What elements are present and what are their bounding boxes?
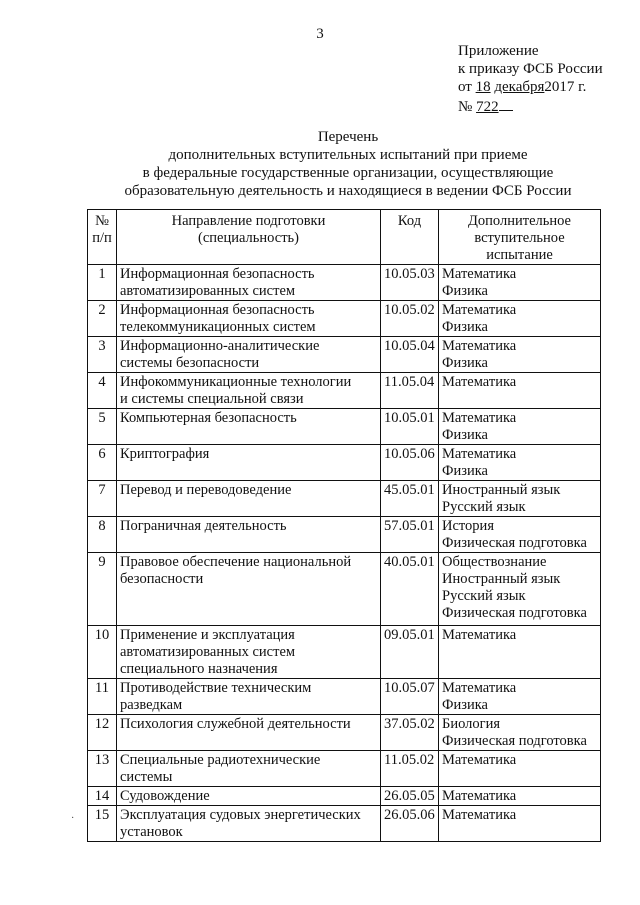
row-direction xyxy=(117,715,381,751)
direction-line: установок xyxy=(120,824,183,840)
row-code: 10.05.02 xyxy=(381,301,439,337)
row-exams xyxy=(439,481,601,517)
table-row xyxy=(88,337,601,373)
row-exams xyxy=(439,679,601,715)
exam-item: Физика xyxy=(442,697,488,713)
header-code-line: Код xyxy=(397,213,422,229)
exam-item: Математика xyxy=(442,266,517,282)
table-header-row xyxy=(88,210,601,265)
row-direction xyxy=(117,806,381,842)
row-number: 9 xyxy=(88,553,117,626)
direction-line: Правовое обеспечение национальной xyxy=(120,554,352,570)
row-code: 26.05.06 xyxy=(381,806,439,842)
row-code: 10.05.03 xyxy=(381,265,439,301)
title-line: в федеральные государственные организации, осуществляющие xyxy=(142,165,554,181)
row-direction xyxy=(117,337,381,373)
table-row xyxy=(88,787,601,806)
exam-item: Физика xyxy=(442,283,488,299)
direction-line: автоматизированных систем xyxy=(120,283,296,299)
direction-line: системы xyxy=(120,769,173,785)
direction-line: Инфокоммуникационные технологии xyxy=(120,374,352,390)
row-direction xyxy=(117,626,381,679)
row-exams xyxy=(439,715,601,751)
direction-line: автоматизированных систем xyxy=(120,644,296,660)
direction-line: Информационно-аналитические xyxy=(120,338,320,354)
row-direction xyxy=(117,301,381,337)
header-exam-line: Дополнительное xyxy=(468,213,571,229)
row-direction xyxy=(117,517,381,553)
row-number: 15 xyxy=(88,806,117,842)
row-number: 3 xyxy=(88,337,117,373)
table-row xyxy=(88,373,601,409)
exam-item: Математика xyxy=(442,627,517,643)
direction-line: системы безопасности xyxy=(120,355,260,371)
exam-item: Математика xyxy=(442,807,517,823)
table-row xyxy=(88,517,601,553)
row-direction xyxy=(117,751,381,787)
table-row xyxy=(88,806,601,842)
row-direction xyxy=(117,679,381,715)
row-code: 10.05.01 xyxy=(381,409,439,445)
table-row xyxy=(88,626,601,679)
table-row xyxy=(88,481,601,517)
row-exams xyxy=(439,553,601,626)
row-number: 11 xyxy=(88,679,117,715)
exam-item: Обществознание xyxy=(442,554,547,570)
exam-item: Математика xyxy=(442,446,517,462)
exam-item: Физика xyxy=(442,427,488,443)
direction-line: Компьютерная безопасность xyxy=(120,410,297,426)
number-underline xyxy=(499,96,513,111)
page-number: 3 xyxy=(316,26,324,42)
direction-line: Специальные радиотехнические xyxy=(120,752,321,768)
row-code: 45.05.01 xyxy=(381,481,439,517)
exam-item: Физическая подготовка xyxy=(442,535,587,551)
row-exams xyxy=(439,337,601,373)
exam-item: Физика xyxy=(442,319,488,335)
row-exams xyxy=(439,626,601,679)
row-exams xyxy=(439,787,601,806)
row-direction xyxy=(117,787,381,806)
date-day: 18 xyxy=(475,79,491,95)
exam-item: Иностранный язык xyxy=(442,482,561,498)
header-direction-line: (специальность) xyxy=(198,230,299,246)
exam-item: Математика xyxy=(442,374,517,390)
exam-item: История xyxy=(442,518,494,534)
direction-line: Пограничная деятельность xyxy=(120,518,287,534)
header-num-line: п/п xyxy=(92,230,112,246)
row-direction xyxy=(117,265,381,301)
row-code: 40.05.01 xyxy=(381,553,439,626)
exam-item: Иностранный язык xyxy=(442,571,561,587)
table-row xyxy=(88,751,601,787)
entrance-exams-table xyxy=(87,209,601,842)
exam-item: Математика xyxy=(442,752,517,768)
header-direction-line: Направление подготовки xyxy=(171,213,326,229)
exam-item: Физическая подготовка xyxy=(442,733,587,749)
exam-item: Русский язык xyxy=(442,588,526,604)
row-direction xyxy=(117,409,381,445)
header-exam xyxy=(439,210,601,265)
exam-item: Русский язык xyxy=(442,499,526,515)
row-number: 14 xyxy=(88,787,117,806)
row-direction xyxy=(117,445,381,481)
exam-item: Физическая подготовка xyxy=(442,605,587,621)
document-title xyxy=(0,128,640,200)
exam-item: Математика xyxy=(442,302,517,318)
row-exams xyxy=(439,265,601,301)
title-line: Перечень xyxy=(317,129,379,145)
row-number: 1 xyxy=(88,265,117,301)
direction-line: Психология служебной деятельности xyxy=(120,716,351,732)
title-line: образовательную деятельность и находящиеся в ведении ФСБ России xyxy=(124,183,572,199)
table-row xyxy=(88,553,601,626)
row-number: 4 xyxy=(88,373,117,409)
row-direction xyxy=(117,553,381,626)
direction-line: Перевод и переводоведение xyxy=(120,482,292,498)
exam-item: Математика xyxy=(442,680,517,696)
row-code: 09.05.01 xyxy=(381,626,439,679)
date-month: декабря xyxy=(494,79,545,95)
row-code: 10.05.06 xyxy=(381,445,439,481)
row-exams xyxy=(439,751,601,787)
direction-line: Эксплуатация судовых энергетических xyxy=(120,807,361,823)
title-line: дополнительных вступительных испытаний при приеме xyxy=(168,147,528,163)
table-row xyxy=(88,679,601,715)
row-code: 11.05.04 xyxy=(381,373,439,409)
row-direction xyxy=(117,481,381,517)
table-row xyxy=(88,445,601,481)
row-code: 57.05.01 xyxy=(381,517,439,553)
header-num xyxy=(88,210,117,265)
date-prefix: от xyxy=(458,79,472,95)
exam-item: Физика xyxy=(442,463,488,479)
exam-item: Биология xyxy=(442,716,501,732)
exam-item: Математика xyxy=(442,338,517,354)
row-number: 10 xyxy=(88,626,117,679)
direction-line: и системы специальной связи xyxy=(120,391,304,407)
row-exams xyxy=(439,445,601,481)
scan-mark: · xyxy=(71,813,75,824)
direction-line: Информационная безопасность xyxy=(120,302,315,318)
header-code xyxy=(381,210,439,265)
row-number: 8 xyxy=(88,517,117,553)
exam-item: Математика xyxy=(442,410,517,426)
row-number: 12 xyxy=(88,715,117,751)
direction-line: безопасности xyxy=(120,571,204,587)
row-exams xyxy=(439,301,601,337)
row-code: 11.05.02 xyxy=(381,751,439,787)
direction-line: Применение и эксплуатация xyxy=(120,627,295,643)
row-exams xyxy=(439,373,601,409)
direction-line: разведкам xyxy=(120,697,183,713)
row-number: 13 xyxy=(88,751,117,787)
direction-line: Противодействие техническим xyxy=(120,680,312,696)
exam-item: Математика xyxy=(442,788,517,804)
direction-line: специального назначения xyxy=(120,661,278,677)
table-row xyxy=(88,301,601,337)
table-row xyxy=(88,409,601,445)
date-year: 2017 г. xyxy=(544,79,587,95)
appendix-title: Приложение xyxy=(458,43,539,59)
row-direction xyxy=(117,373,381,409)
appendix-order: к приказу ФСБ России xyxy=(458,61,603,77)
row-code: 26.05.05 xyxy=(381,787,439,806)
row-exams xyxy=(439,806,601,842)
row-number: 7 xyxy=(88,481,117,517)
row-code: 37.05.02 xyxy=(381,715,439,751)
row-number: 6 xyxy=(88,445,117,481)
table-row xyxy=(88,265,601,301)
direction-line: Судовождение xyxy=(120,788,210,804)
order-number: 722 xyxy=(476,99,499,115)
row-number: 2 xyxy=(88,301,117,337)
row-number: 5 xyxy=(88,409,117,445)
number-prefix: № xyxy=(458,99,473,115)
row-code: 10.05.07 xyxy=(381,679,439,715)
row-code: 10.05.04 xyxy=(381,337,439,373)
row-exams xyxy=(439,409,601,445)
table-row xyxy=(88,715,601,751)
appendix-date xyxy=(458,78,603,96)
direction-line: Информационная безопасность xyxy=(120,266,315,282)
header-exam-line: испытание xyxy=(486,247,553,263)
exam-item: Физика xyxy=(442,355,488,371)
header-direction xyxy=(117,210,381,265)
row-exams xyxy=(439,517,601,553)
direction-line: телекоммуникационных систем xyxy=(120,319,316,335)
appendix-block xyxy=(458,42,603,116)
direction-line: Криптография xyxy=(120,446,210,462)
header-num-line: № xyxy=(95,213,109,229)
header-exam-line: вступительное xyxy=(474,230,565,246)
appendix-number xyxy=(458,96,603,116)
